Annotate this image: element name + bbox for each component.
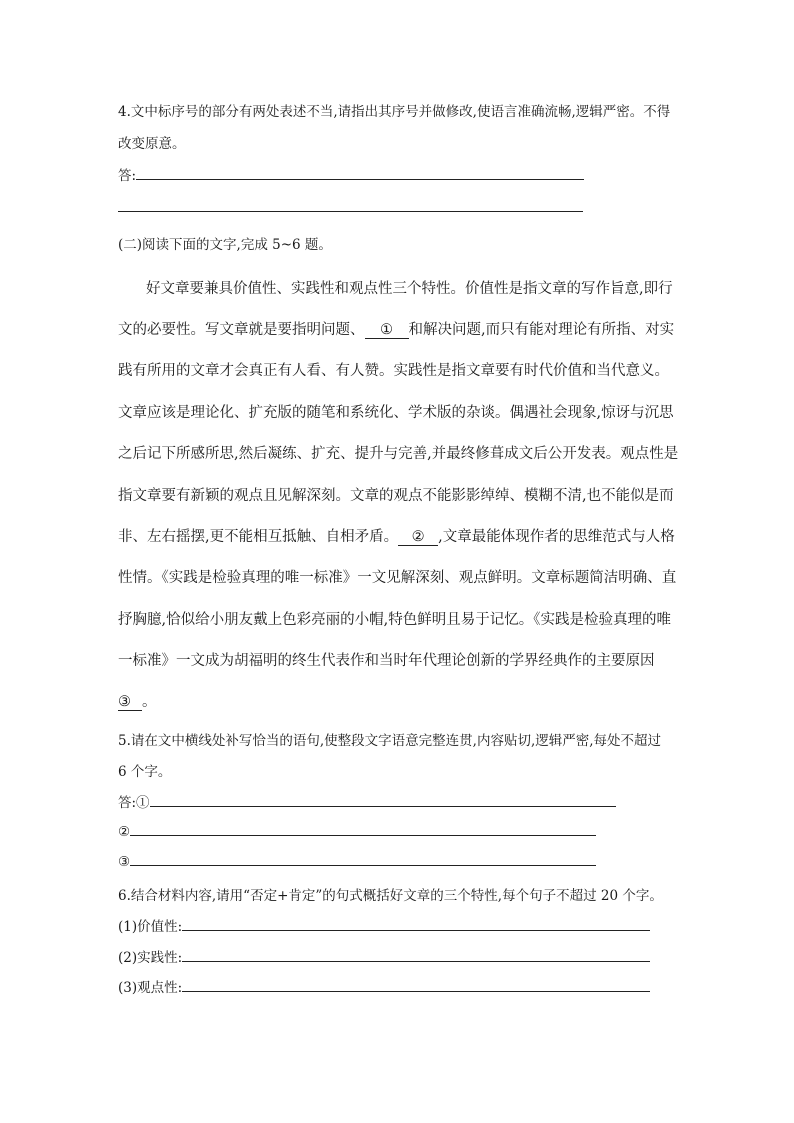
- q4-prompt-line1: 4.文中标序号的部分有两处表述不当,请指出其序号并做修改,使语言准确流畅,逻辑严密。不得: [118, 104, 671, 120]
- q5-answer-row-2: [118, 823, 596, 841]
- passage-line-7-end: ,文章最能体现作者的思维范式与人格: [438, 529, 675, 545]
- passage-line-7: [118, 525, 680, 546]
- q6-item-2-row: [118, 949, 650, 967]
- q4-answer-line-2[interactable]: [118, 199, 583, 212]
- passage-line-9: 抒胸臆,恰似给小朋友戴上色彩亮丽的小帽,特色鲜明且易于记忆。《实践是检验真理的唯: [118, 612, 671, 628]
- q4-answer-label: 答:: [118, 168, 137, 184]
- q6-item-2-label: (2)实践性:: [118, 950, 183, 966]
- passage-line-11-end: 。: [142, 694, 157, 710]
- passage-line-8: 性情。《实践是检验真理的唯一标准》一文见解深刻、观点鲜明。文章标题简洁明确、直: [118, 570, 677, 586]
- passage-line-4: 文章应该是理论化、扩充版的随笔和系统化、学术版的杂谈。偶遇社会现象,惊讶与沉思: [118, 405, 674, 421]
- q5-answer-label-1: 答:①: [118, 795, 150, 811]
- q5-answer-line-3[interactable]: [130, 853, 596, 866]
- q4-prompt-line2: 改变原意。: [118, 136, 186, 152]
- passage-line-2-start: 文的必要性。写文章就是要指明问题、: [118, 322, 365, 338]
- q6-item-3-line[interactable]: [182, 979, 650, 992]
- section-heading: (二)阅读下面的文字,完成 5~6 题。: [118, 237, 332, 253]
- q5-answer-row-3: [118, 853, 596, 871]
- blank-3[interactable]: ③: [118, 695, 142, 711]
- q6-item-1-label: (1)价值性:: [118, 919, 183, 935]
- q5-prompt-line2: 6 个字。: [118, 764, 172, 780]
- q5-answer-line-2[interactable]: [130, 823, 596, 836]
- q6-item-3-row: [118, 979, 650, 997]
- q5-answer-line-1[interactable]: [150, 794, 616, 807]
- passage-line-2-end: 和解决问题,而只有能对理论有所指、对实: [408, 322, 675, 338]
- blank-2[interactable]: ②: [398, 530, 438, 546]
- q6-prompt: 6.结合材料内容,请用“否定+肯定”的句式概括好文章的三个特性,每个句子不超过 20 个字。: [118, 888, 663, 904]
- q4-answer-line-1[interactable]: [136, 167, 584, 180]
- q6-item-2-line[interactable]: [182, 949, 650, 962]
- q5-answer-label-2: ②: [118, 824, 131, 840]
- q6-item-1-row: [118, 918, 650, 936]
- passage-line-6: 指文章要有新颖的观点且见解深刻。文章的观点不能影影绰绰、模糊不清,也不能似是而: [118, 488, 674, 504]
- blank-1[interactable]: ①: [365, 323, 409, 339]
- q5-prompt-line1: 5.请在文中横线处补写恰当的语句,使整段文字语意完整连贯,内容贴切,逻辑严密,每处不超过: [118, 733, 662, 749]
- passage-line-7-start: 非、左右摇摆,更不能相互抵触、自相矛盾。: [118, 529, 399, 545]
- passage-line-10: 一标准》一文成为胡福明的终生代表作和当时年代理论创新的学界经典作的主要原因: [118, 653, 655, 669]
- q5-answer-row-1: [118, 794, 616, 812]
- q4-answer-row-2: [118, 199, 583, 217]
- q5-answer-label-3: ③: [118, 854, 131, 870]
- passage-line-11: [118, 690, 680, 711]
- q6-item-3-label: (3)观点性:: [118, 980, 183, 996]
- passage-line-1: 好文章要兼具价值性、实践性和观点性三个特性。价值性是指文章的写作旨意,即行: [146, 281, 673, 297]
- passage-line-5: 之后记下所感所思,然后凝练、扩充、提升与完善,并最终修葺成文后公开发表。观点性是: [118, 446, 679, 462]
- q4-answer-row: [118, 167, 584, 185]
- passage-line-2: [118, 318, 680, 339]
- passage-line-3: 践有所用的文章才会真正有人看、有人赞。实践性是指文章要有时代价值和当代意义。: [118, 363, 669, 379]
- q6-item-1-line[interactable]: [182, 918, 650, 931]
